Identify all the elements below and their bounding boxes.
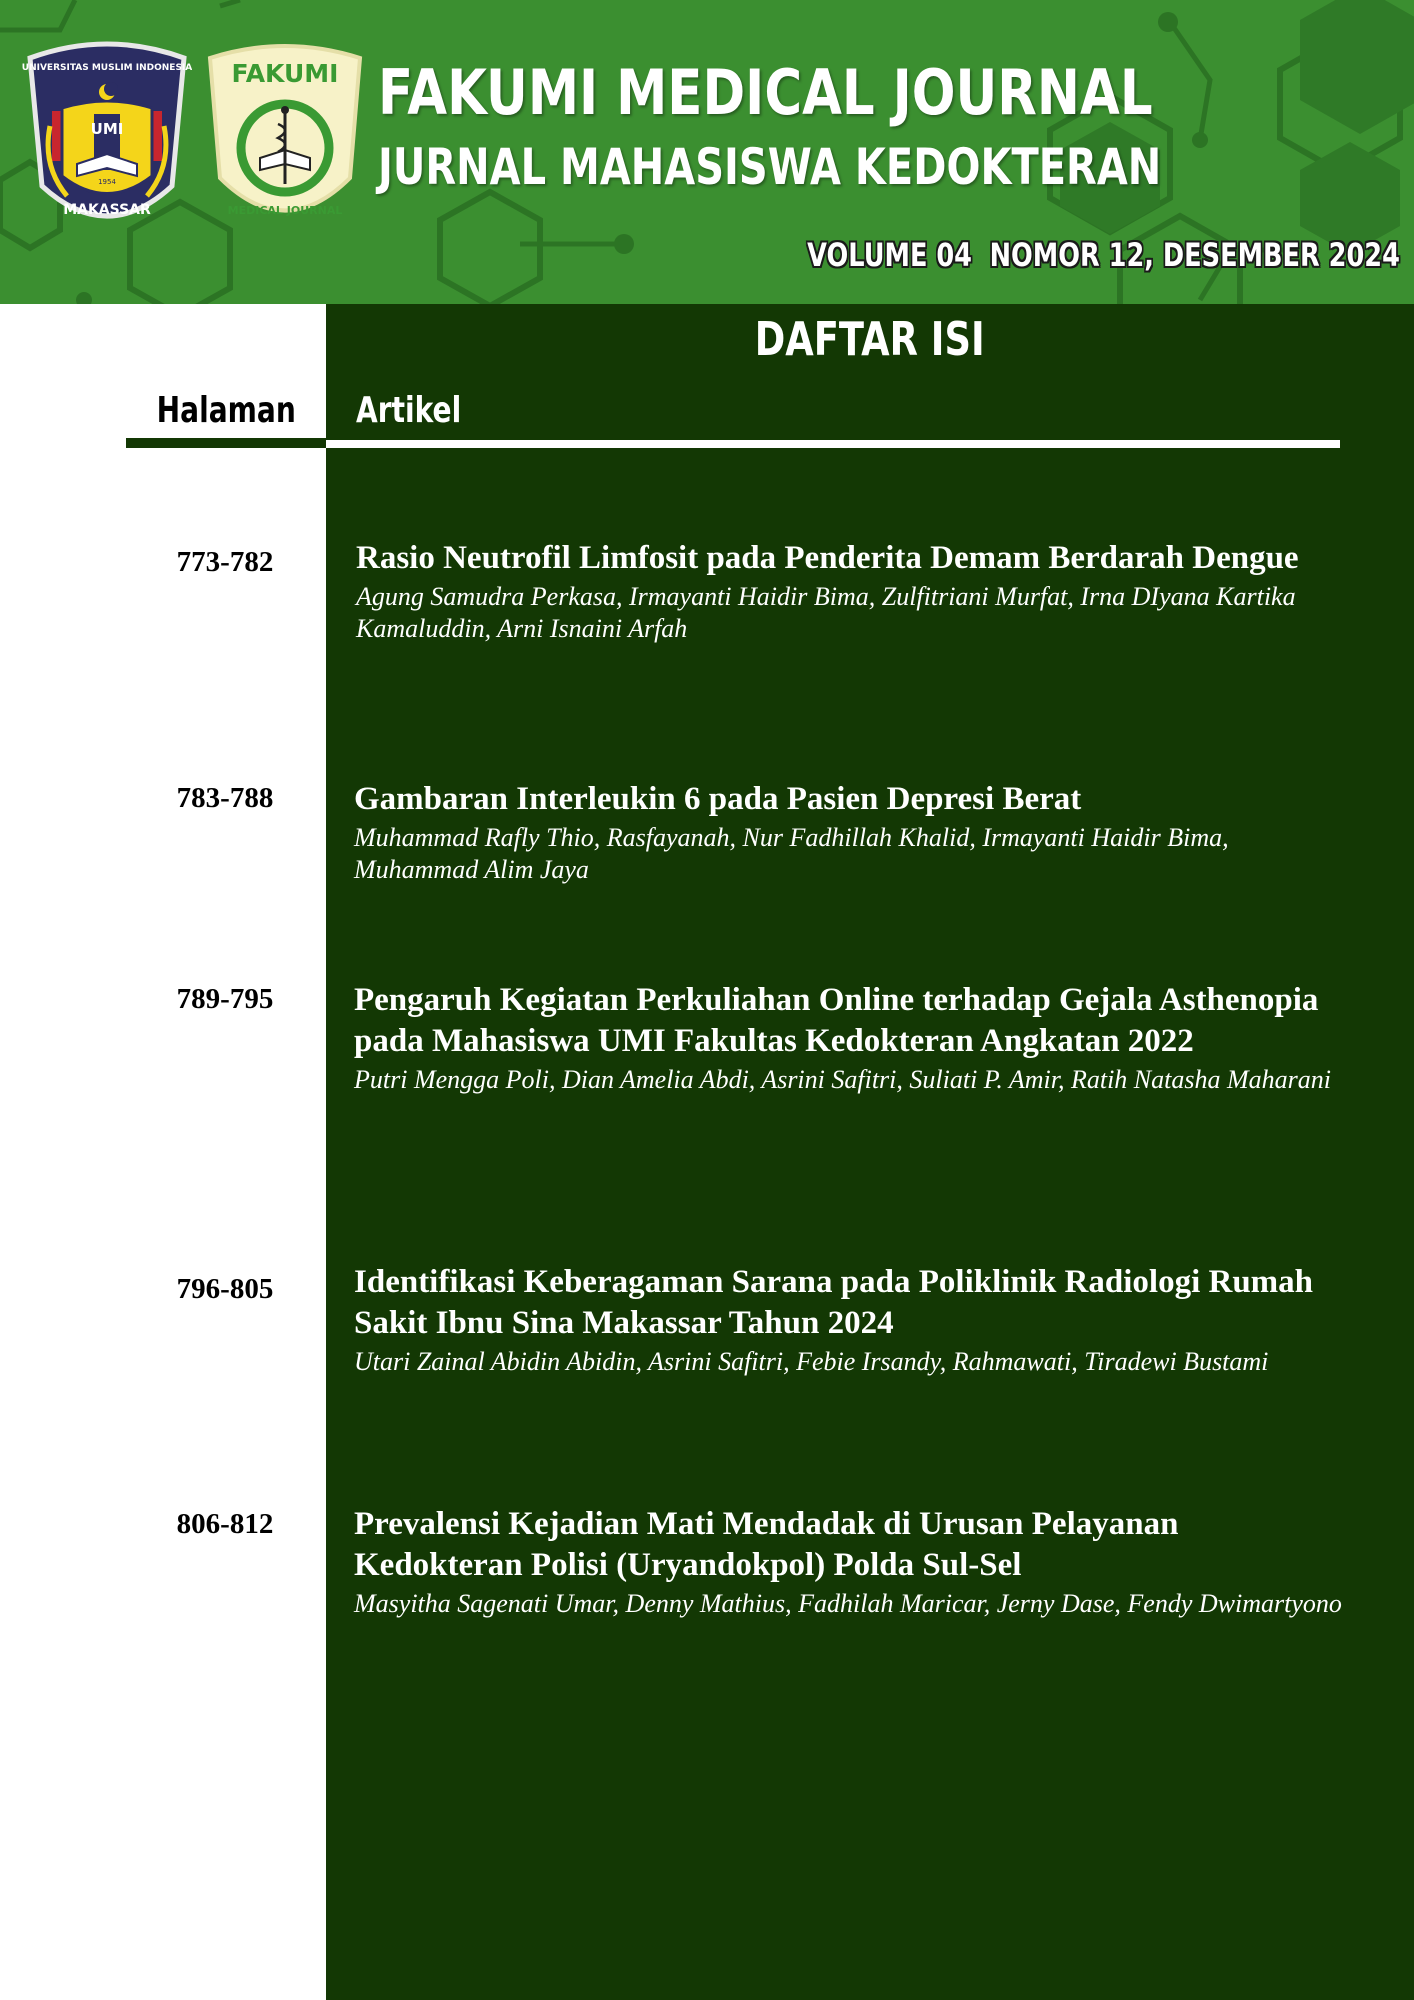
article-title[interactable]: Gambaran Interleukin 6 pada Pasien Depresi Berat <box>354 781 1082 817</box>
column-header-pages: Halaman <box>156 390 296 431</box>
article-authors: Utari Zainal Abidin Abidin, Asrini Safitri, Febie Irsandy, Rahmawati, Tiradewi Bustami <box>354 1347 1269 1376</box>
journal-header <box>0 0 1414 304</box>
article-entry[interactable] <box>354 980 1346 1096</box>
journal-subtitle: JURNAL MAHASISWA KEDOKTERAN <box>378 138 1162 196</box>
umi-logo-year: 1954 <box>98 178 116 186</box>
article-title[interactable]: Prevalensi Kejadian Mati Mendadak di Urusan Pelayanan Kedokteran Polisi (Uryandokpol) Polda Sul-Sel <box>354 1506 1179 1583</box>
article-authors: Masyitha Sagenati Umar, Denny Mathius, Fadhilah Maricar, Jerny Dase, Fendy Dwimartyono <box>354 1589 1342 1618</box>
article-title[interactable]: Identifikasi Keberagaman Sarana pada Poliklinik Radiologi Rumah Sakit Ibnu Sina Makassar Tahun 2024 <box>354 1264 1314 1341</box>
article-pages: 806-812 <box>176 1508 274 1540</box>
umi-logo-bottom-text: MAKASSAR <box>63 202 151 218</box>
issue-number-date: NOMOR 12, DESEMBER 2024 <box>989 236 1400 274</box>
article-authors: Muhammad Rafly Thio, Rasfayanah, Nur Fadhillah Khalid, Irmayanti Haidir Bima, Muhammad Alim Jaya <box>354 823 1229 884</box>
volume-issue-line <box>807 236 1400 274</box>
article-entry[interactable] <box>356 538 1348 645</box>
article-title[interactable]: Pengaruh Kegiatan Perkuliahan Online terhadap Gejala Asthenopia pada Mahasiswa UMI Fakultas Kedokteran Angkatan 2022 <box>354 982 1319 1059</box>
fakumi-logo-bottom-text: MEDICAL JOURNAL <box>227 204 343 217</box>
article-pages: 773-782 <box>176 546 274 578</box>
article-pages: 783-788 <box>176 782 274 814</box>
article-pages: 796-805 <box>176 1273 274 1305</box>
umi-logo-top-text: UNIVERSITAS MUSLIM INDONESIA <box>22 63 192 73</box>
header-divider-left <box>126 438 326 448</box>
umi-university-logo <box>22 36 192 236</box>
volume-number: VOLUME 04 <box>807 236 973 274</box>
article-entry[interactable] <box>354 1504 1346 1620</box>
article-entry[interactable] <box>354 1262 1346 1378</box>
toc-heading: DAFTAR ISI <box>755 312 985 366</box>
article-authors: Putri Mengga Poli, Dian Amelia Abdi, Asrini Safitri, Suliati P. Amir, Ratih Natasha Maharani <box>354 1065 1331 1094</box>
article-authors: Agung Samudra Perkasa, Irmayanti Haidir Bima, Zulfitriani Murfat, Irna DIyana Kartika Kamaluddin, Arni Isnaini Arfah <box>356 582 1296 643</box>
fakumi-logo-top-text: FAKUMI <box>231 59 339 88</box>
fakumi-journal-logo <box>200 38 370 238</box>
column-header-articles: Artikel <box>356 390 462 431</box>
journal-title: FAKUMI MEDICAL JOURNAL <box>378 56 1153 129</box>
article-pages: 789-795 <box>176 983 274 1015</box>
article-title[interactable]: Rasio Neutrofil Limfosit pada Penderita Demam Berdarah Dengue <box>356 540 1299 576</box>
header-divider-right <box>326 440 1340 448</box>
umi-logo-letters: UMI <box>90 120 124 138</box>
article-entry[interactable] <box>354 779 1346 886</box>
